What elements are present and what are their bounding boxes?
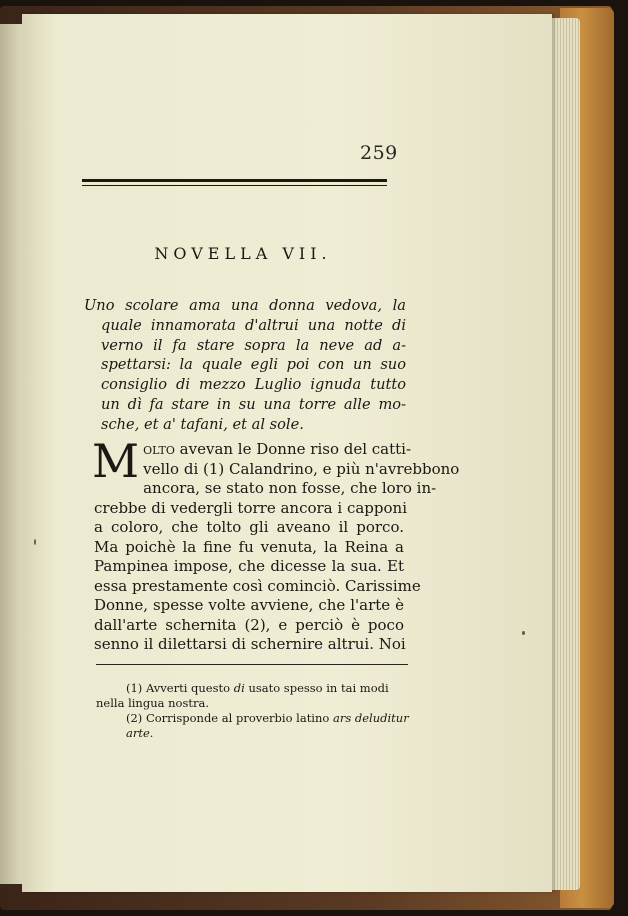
header-rule-thin xyxy=(82,185,387,186)
page-number: 259 xyxy=(360,142,398,164)
body-line: Ma poichè la fine fu venuta, la Reina a xyxy=(94,537,404,556)
summary-line: un dì fa stare in su una torre alle mo- xyxy=(101,395,406,413)
footnote-text: usato spesso in tai modi nella lingua nostra. xyxy=(96,681,389,710)
summary-paragraph xyxy=(84,296,406,435)
footnote-italic: ars deluditur arte. xyxy=(126,711,409,740)
footnote-text: Avverti questo xyxy=(145,681,231,695)
footnote-italic: di xyxy=(233,681,245,695)
summary-line: verno il fa stare sopra la neve ad a- xyxy=(101,336,406,354)
paper-speck xyxy=(522,631,525,635)
footnote-marker: (1) xyxy=(126,681,143,695)
summary-line: spettarsi: la quale egli poi con un suo xyxy=(101,356,406,374)
summary-line: sche, et a' tafani, et al sole. xyxy=(101,415,304,433)
summary-line: Uno scolare ama una donna vedova, la xyxy=(84,297,406,314)
footnotes xyxy=(96,681,410,741)
book-page xyxy=(22,14,552,892)
body-line: a coloro, che tolto gli aveano il porco. xyxy=(94,518,404,536)
footnote-2 xyxy=(96,711,410,741)
body-line: dall'arte schernita (2), e perciò è poco xyxy=(94,615,404,634)
body-paragraph xyxy=(92,434,460,655)
body-line: crebbe di vedergli torre ancora i capponi xyxy=(94,498,407,517)
drop-cap: M xyxy=(92,434,140,488)
first-word: olto xyxy=(143,440,175,458)
body-line: Donne, spesse volte avviene, che l'arte è xyxy=(94,596,404,614)
header-rule-thick xyxy=(82,179,387,182)
body-line: senno il dilettarsi di schernire altrui. Noi xyxy=(94,635,406,653)
summary-line: quale innamorata d'altrui una notte di xyxy=(101,316,406,334)
body-line: vello di (1) Calandrino, e più n'avrebbono xyxy=(143,459,460,478)
footnote-marker: (2) xyxy=(126,711,143,725)
body-line: ancora, se stato non fosse, che loro in- xyxy=(143,479,437,497)
body-line xyxy=(94,440,412,460)
first-line-text: avevan le Donne riso del catti- xyxy=(179,440,412,458)
summary-line: consiglio di mezzo Luglio ignuda tutto xyxy=(101,376,406,394)
paper-speck xyxy=(34,539,36,545)
footnote-1 xyxy=(96,681,410,711)
novella-title: NOVELLA VII. xyxy=(154,244,332,263)
body-line: essa prestamente così cominciò. Carissime xyxy=(94,576,421,595)
footnote-rule xyxy=(96,664,408,665)
footnote-text: Corrisponde al proverbio latino xyxy=(145,711,330,725)
left-page-edge xyxy=(0,24,22,884)
body-line: Pampinea impose, che dicesse la sua. Et xyxy=(94,557,404,575)
